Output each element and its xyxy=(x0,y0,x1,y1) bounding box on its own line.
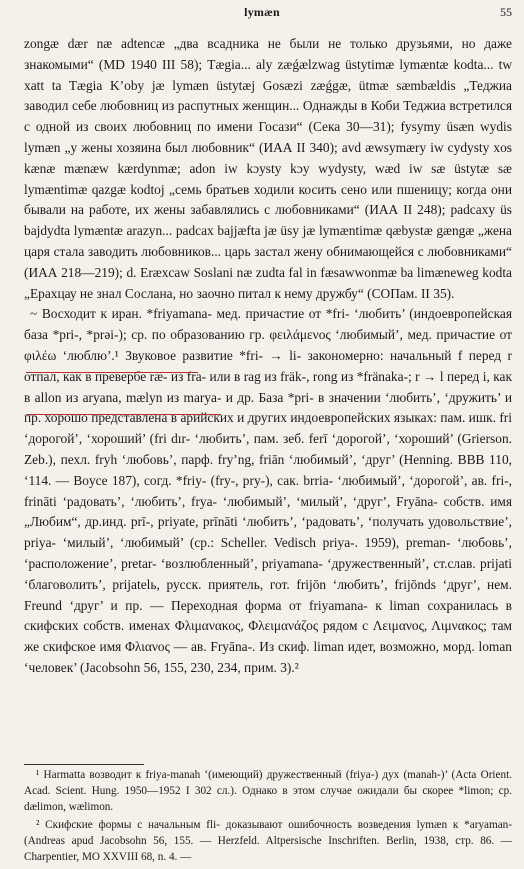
footnote-1: ¹ Harmatta возводит к friya-manah ‘(имеющий) дружественный (friya-) дух (manah-)’ (Acta Orient. Acad. Scient. Hung. 1950—1952 I 302 сл.). Однако в этом случае ожидали бы скорее *limon; ср. dælimon, wælimon. xyxy=(24,769,512,813)
page-number: 55 xyxy=(500,5,512,19)
red-underline-annotation xyxy=(26,372,198,373)
entry-paragraph: zongæ dær næ adtencæ „два всадника не были не только друзьями, но даже знакомыми“ (MD 1940 III 58); Tægia... aly zæǵælzwag üstytimæ lymæntæ kodta... tw xatt ta Tægia K’oby jæ lymæn üstytæj Gosæzi zæǵgæ, ütmæ sæmbældis „Теджиа заводил себе любовниц из распутных женщин... Однажды в Коби Теджиа встретился с одной из своих любовниц по имени Госази“ (Сека 30—31); fysymy üsæn wydis lymæn „у жены хозяина был любовник“ (ИАА II 340); avd æwsymæry iw cydysty xos kænæ mænæw kærdynmæ; adon iw kɔysty kɔy wydysty, wæd iw sæ üstytæ sæ lymæntimæ qazgæ kodtoj „семь братьев ходили косить сено или пшеницу; когда они бывали на работе, их жены забавлялись с любовниками“ (ИАА II 248); padcaxy üs bajdydta lymæntæ arazyn... padcax bajjæfta jæ üsy jæ lymæntimæ qæbystæ gængæ „жена царя стала заводить любовников... царь застал жену обнимающейся с любовниками“ (ИАА 218—219); d. Eræxcaw Soslani næ zudta fal in fæsawwonmæ ba limæneweg kodta „Ерахцау не знал Сослана, но заочно питал к нему дружбу“ (СОПам. II 35). xyxy=(24,36,512,301)
etymology-paragraph: ~ Восходит к иран. *friyamana- мед. причастие от *fri- ‘любить’ (индоевропейская база *pri-, *prəi-); ср. по образованию гр. φειλάμενος ‘любимый’, мед. причастие от φιλέω ‘люблю’.¹ Звуковое развитие *fri- → li- закономерно: начальный f перед r отпал, как в превербе ræ- из fra- или в rag из fräk-, rong из *fränaka-; r → l перед i, как в allon из aryana, mælyn из marya- и др. База *pri- в значении ‘любить’, ‘дружить’ и пр. хорошо представлена в арийских и других индоевропейских языках: пам. ишк. fri ‘дорогой’, ‘хороший’ (fri dır- ‘любить’, пам. зеб. ferī ‘дорогой’, ‘хороший’ (Grierson. Zeb.), пехл. fryh ‘любовь’, парф. fry’ng, friān ‘любимый’, ‘друг’ (Henning. BBB 110, ‘114. — Boyce 187), согд. *friy- (fry-, pry-), сак. brria- ‘любимый’, ‘дорогой’, ав. fri-, frināti ‘радовать’, ‘любить’, frya- ‘любимый’, ‘милый’, ‘друг’, Fryāna- собств. имя „Любим“, др.инд. prī-, priyate, prīnāti ‘любить’, ‘радовать’, ‘получать удовольствие’, priya- ‘милый’, ‘любимый’ (ср.: Scheller. Vedisch priya-. 1959), preman- ‘любовь’, ‘расположение’, pretar- ‘возлюбленный’, priyamana- ‘дружественный’, ст.слав. prijati ‘благоволить’, prijatelь, русск. приятель, гот. frijōn ‘любить’, frijōnds ‘друг’, нем. Freund ‘друг’ и пр. — Переходная форма от friyamana- к liman сохранилась в скифских собств. именах Φλιμανακος, Φλειμανάζος рядом с Λειμανος, Λιμνακος; там же скифское имя Φλιανος — ав. Fryāna-. Из скиф. liman идет, возможно, морд. loman ‘человек’ (Jacobsohn 56, 155, 230, 234, прим. 3).² xyxy=(24,306,512,675)
footnote-divider xyxy=(24,764,144,765)
red-underline-annotation xyxy=(26,414,221,415)
running-head: lymæn xyxy=(244,5,280,19)
main-text xyxy=(24,34,512,679)
footnotes xyxy=(24,768,512,869)
footnote-2: ² Скифские формы с начальным fli- доказывают ошибочность возведения lymæn к *aryaman- (Andreas apud Jacobsohn 56, 155. — Herzfeld. Altpersische Inschriften. Berlin, 1938, стр. 86. — Charpentier, MO XXVIII 68, n. 4. — xyxy=(24,819,512,863)
page-header xyxy=(0,5,524,25)
